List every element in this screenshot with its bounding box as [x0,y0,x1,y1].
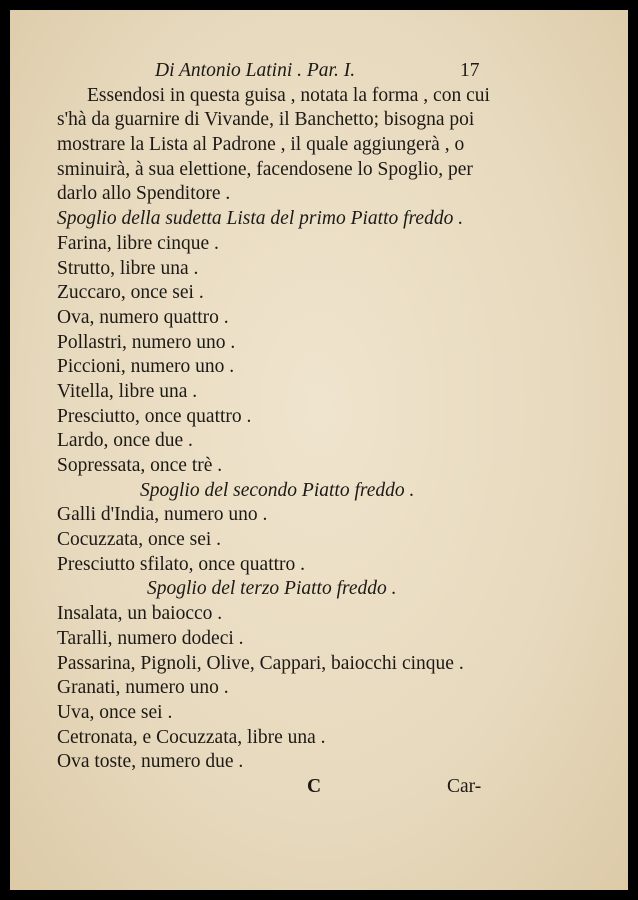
running-header [57,59,527,84]
list-item: Piccioni, numero uno . [57,356,235,378]
catchword: Car- [447,775,482,797]
list-item: Uva, once sei . [57,701,173,723]
list-item: Presciutto sfilato, once quattro . [57,553,306,575]
list-item: Zuccaro, once sei . [57,282,204,304]
paragraph-line: sminuirà, à sua elettione, facendosene lo Spoglio, per [57,158,473,180]
list-item: Ova, numero quattro . [57,306,229,328]
list-item: Pollastri, numero uno . [57,331,236,353]
list-item: Lardo, once due . [57,430,193,452]
list-item: Taralli, numero dodeci . [57,627,244,649]
signature-mark: C [307,775,322,797]
section-heading: Spoglio della sudetta Lista del primo Piatto freddo . [57,208,464,230]
list-item: Cetronata, e Cocuzzata, libre una . [57,726,326,748]
paragraph-line: mostrare la Lista al Padrone , il quale aggiungerà , o [57,134,465,156]
list-item: Sopressata, once trè . [57,455,223,476]
page-footer [57,775,527,800]
section-primo [57,207,527,479]
paragraph-line: Essendosi in questa guisa , notata la forma , con cui [87,84,490,106]
list-item: Cocuzzata, once sei . [57,529,222,551]
section-terzo [57,577,527,775]
book-page [10,10,628,890]
section-heading: Spoglio del terzo Piatto freddo . [147,578,397,600]
list-item: Vitella, libre una . [57,380,198,402]
section-secondo [57,479,527,578]
list-item: Granati, numero uno . [57,677,229,699]
list-item: Farina, libre cinque . [57,232,219,254]
page-text [57,59,527,800]
list-item: Presciutto, once quattro . [57,405,252,427]
intro-paragraph [57,84,527,207]
list-item: Passarina, Pignoli, Olive, Cappari, baiocchi cinque . [57,652,464,674]
paragraph-line: darlo allo Spenditore . [57,183,231,205]
paragraph-line: s'hà da guarnire di Vivande, il Banchetto; bisogna poi [57,109,475,131]
list-item: Insalata, un baiocco . [57,603,223,625]
list-item: Strutto, libre una . [57,257,199,279]
page-number: 17 [460,60,480,81]
list-item: Galli d'India, numero uno . [57,504,268,526]
list-item: Ova toste, numero due . [57,751,244,773]
running-title: Di Antonio Latini . Par. I. [155,60,356,81]
section-heading: Spoglio del secondo Piatto freddo . [140,479,415,501]
